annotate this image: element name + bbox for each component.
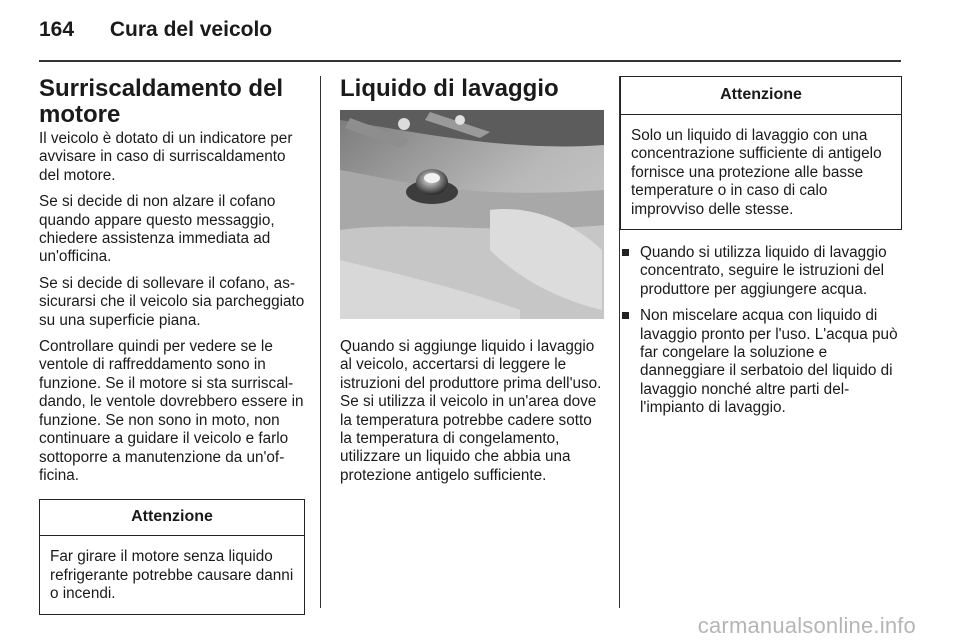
- paragraph: Se si decide di sollevare il cofano, assicurarsi che il veicolo sia parcheggiato su una superficie piana.: [39, 274, 305, 329]
- warning-title: Attenzione: [40, 500, 304, 536]
- section-heading-overheating: Surriscaldamento del motore: [39, 75, 284, 128]
- watermark-text: carmanualsonline.info: [697, 613, 916, 638]
- warning-box-antifreeze: [620, 76, 902, 230]
- square-bullet-icon: [622, 312, 629, 319]
- warning-text: Far girare il motore senza liquido refrigerante potrebbe causare danni o incendi.: [50, 548, 294, 603]
- paragraph: Controllare quindi per vedere se le ventole di raffreddamento sono in funzione. Se il motore si sta surriscaldando, le ventole dovrebbero essere in funzione. Se non sono in moto, non continuare a guidare il veicolo e farlo sottoporre a manutenzione da un'officina.: [39, 338, 304, 484]
- page-header: [39, 18, 272, 42]
- paragraph: Quando si aggiunge liquido i lavaggio al veicolo, accertarsi di leggere le istruzioni del produttore prima dell'uso. Se si utilizza il veicolo in un'area dove la temperatura potrebbe cadere sotto la temperatura di congelamento, utilizzare un liquido che abbia una protezione antigelo sufficiente.: [340, 338, 602, 484]
- column-overheating: [39, 76, 305, 615]
- washer-reservoir-photo: [340, 110, 604, 319]
- warning-box-coolant: [39, 499, 305, 614]
- list-item: Non miscelare acqua con liquido di lavaggio pronto per l'uso. L'acqua può far congelare la soluzione e danneggiare il serbatoio del liquido di lavaggio nonché altre parti dell'impianto di lavaggio.: [620, 307, 902, 417]
- column-washer-fluid: [340, 76, 604, 493]
- paragraph: Se si decide di non alzare il cofano quando appare questo messaggio, chiedere assistenza immediata ad un'officina.: [39, 193, 276, 266]
- square-bullet-icon: [622, 249, 629, 256]
- paragraph: Il veicolo è dotato di un indicatore per avvisare in caso di surriscaldamento del motore.: [39, 130, 293, 184]
- chapter-title: Cura del veicolo: [109, 18, 273, 41]
- section-heading-washer-fluid: Liquido di lavaggio: [340, 75, 559, 102]
- warning-text: Solo un liquido di lavaggio con una concentrazione sufficiente di antigelo fornisce una protezione alle basse temperature o in caso di calo improvviso delle stesse.: [631, 127, 882, 218]
- column-washer-notes: [620, 76, 902, 426]
- warning-title: Attenzione: [621, 77, 901, 115]
- bullet-list: [620, 244, 902, 418]
- header-rule: [39, 60, 901, 62]
- page-number: 164: [39, 18, 75, 41]
- column-divider-1: [320, 76, 321, 608]
- list-item: Quando si utilizza liquido di lavaggio concentrato, seguire le istruzioni del produttore per aggiungere acqua.: [620, 244, 902, 299]
